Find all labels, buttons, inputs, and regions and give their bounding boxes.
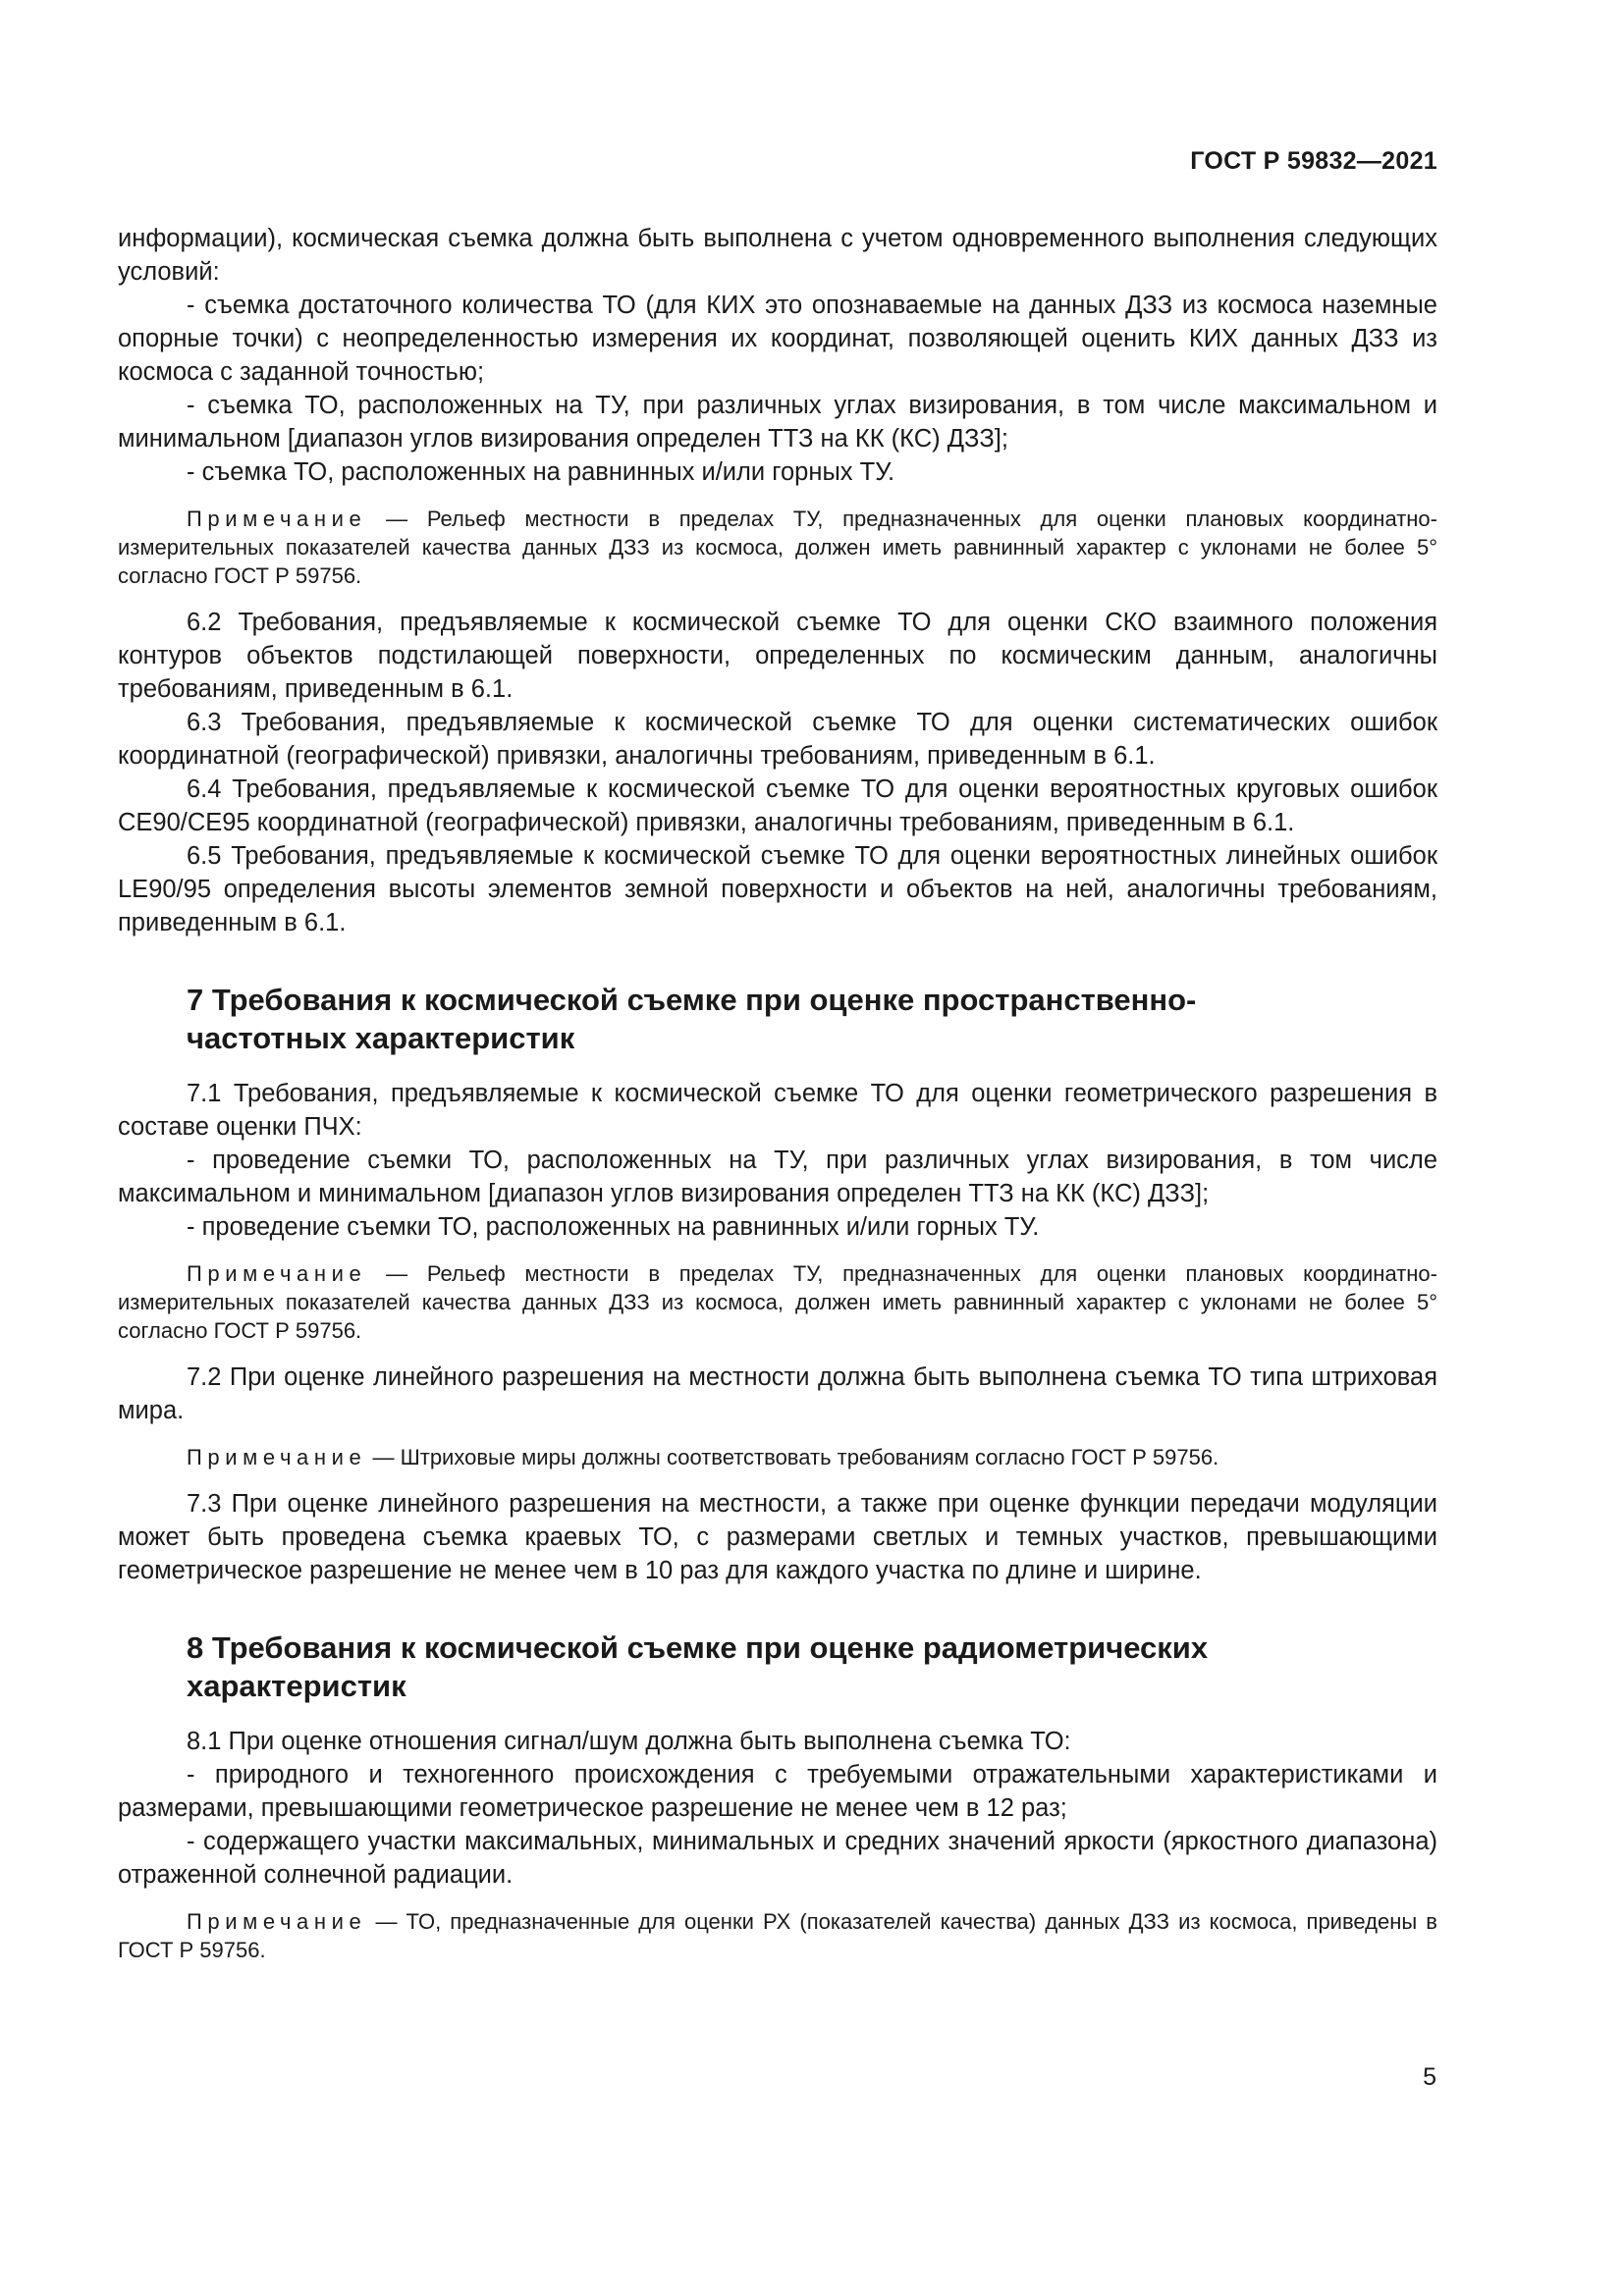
note-label: Примечание xyxy=(187,1445,367,1469)
paragraph-6-2: 6.2 Требования, предъявляемые к космической съемке ТО для оценки СКО взаимного положения контуров объектов подстилающей поверхности, определенных по космическим данным, аналогичны требованиям, приведенным в 6.1. xyxy=(118,609,1437,703)
list-item-8-1-2: - содержащего участки максимальных, минимальных и средних значений яркости (яркостного диапазона) отраженной солнечной радиации. xyxy=(118,1828,1437,1889)
list-item-7-1-2: - проведение съемки ТО, расположенных на равнинных и/или горных ТУ. xyxy=(187,1213,1040,1241)
list-item-7-1-1: - проведение съемки ТО, расположенных на ТУ, при различных углах визирования, в том числе максимальном и минимальном [диапазон углов визирования определен ТТЗ на КК (КС) ДЗЗ]; xyxy=(118,1147,1437,1207)
note-text: — Штриховые миры должны соответствовать требованиям согласно ГОСТ Р 59756. xyxy=(372,1445,1219,1469)
list-item-6-1-2: - съемка ТО, расположенных на ТУ, при различных углах визирования, в том числе максимальном и минимальном [диапазон углов визирования определен ТТЗ на КК (КС) ДЗЗ]; xyxy=(118,392,1437,453)
note-6-1 xyxy=(118,505,1437,590)
list-item-8-1-1: - природного и техногенного происхождения с требуемыми отражательными характеристиками и размерами, превышающими геометрическое разрешение не менее чем в 12 раз; xyxy=(118,1761,1437,1822)
note-label: Примечание xyxy=(187,507,367,531)
section-heading-7-line-2: частотных характеристик xyxy=(187,1021,575,1055)
section-heading-8-line-1: 8 Требования к космической съемке при оценке радиометрических xyxy=(187,1630,1209,1665)
section-heading-8 xyxy=(187,1629,1437,1705)
note-8-1 xyxy=(118,1907,1437,1964)
note-text: — Рельеф местности в пределах ТУ, предназначенных для оценки плановых координатно-измерительных показателей качества данных ДЗЗ из космоса, должен иметь равнинный характер с уклонами не более 5° согласно ГОСТ Р 59756. xyxy=(118,1261,1437,1343)
page-number: 5 xyxy=(1423,2063,1436,2091)
paragraph-6-3: 6.3 Требования, предъявляемые к космической съемке ТО для оценки систематических ошибок координатной (географической) привязки, аналогичны требованиям, приведенным в 6.1. xyxy=(118,709,1437,770)
note-7-1 xyxy=(118,1259,1437,1345)
paragraph-intro: информации), космическая съемка должна быть выполнена с учетом одновременного выполнения следующих условий: xyxy=(118,225,1437,286)
list-item-6-1-1: - съемка достаточного количества ТО (для КИХ это опознаваемые на данных ДЗЗ из космоса наземные опорные точки) с неопределенностью измерения их координат, позволяющей оценить КИХ данных ДЗЗ из космоса с заданной точностью; xyxy=(118,292,1437,386)
section-heading-7-line-1: 7 Требования к космической съемке при оценке пространственно- xyxy=(187,983,1197,1017)
paragraph-7-1: 7.1 Требования, предъявляемые к космической съемке ТО для оценки геометрического разрешения в составе оценки ПЧХ: xyxy=(118,1080,1437,1141)
paragraph-8-1: 8.1 При оценке отношения сигнал/шум должна быть выполнена съемка ТО: xyxy=(187,1728,1071,1755)
list-item-6-1-3: - съемка ТО, расположенных на равнинных и/или горных ТУ. xyxy=(187,458,895,486)
note-text: — Рельеф местности в пределах ТУ, предназначенных для оценки плановых координатно-измерительных показателей качества данных ДЗЗ из космоса, должен иметь равнинный характер с уклонами не более 5° согласно ГОСТ Р 59756. xyxy=(118,507,1437,588)
paragraph-6-5: 6.5 Требования, предъявляемые к космической съемке ТО для оценки вероятностных линейных ошибок LE90/95 определения высоты элементов земной поверхности и объектов на ней, аналогичны требованиям, приведенным в 6.1. xyxy=(118,842,1437,936)
note-label: Примечание xyxy=(187,1261,367,1286)
note-label: Примечание xyxy=(187,1909,367,1934)
section-heading-8-line-2: характеристик xyxy=(187,1669,406,1703)
paragraph-7-3: 7.3 При оценке линейного разрешения на местности, а также при оценке функции передачи модуляции может быть проведена съемка краевых ТО, с размерами светлых и темных участков, превышающими геометрическое разрешение не менее чем в 10 раз для каждого участка по длине и ширине. xyxy=(118,1490,1437,1584)
note-text: — ТО, предназначенные для оценки РХ (показателей качества) данных ДЗЗ из космоса, приведены в ГОСТ Р 59756. xyxy=(118,1909,1437,1962)
page-content xyxy=(118,222,1437,1964)
paragraph-6-4: 6.4 Требования, предъявляемые к космической съемке ТО для оценки вероятностных круговых ошибок CE90/CE95 координатной (географической) привязки, аналогичны требованиям, приведенным в 6.1. xyxy=(118,775,1437,836)
paragraph-7-2: 7.2 При оценке линейного разрешения на местности должна быть выполнена съемка ТО типа штриховая мира. xyxy=(118,1363,1437,1424)
section-heading-7 xyxy=(187,981,1437,1057)
note-7-2 xyxy=(118,1443,1437,1471)
document-header: ГОСТ Р 59832—2021 xyxy=(1190,147,1437,175)
